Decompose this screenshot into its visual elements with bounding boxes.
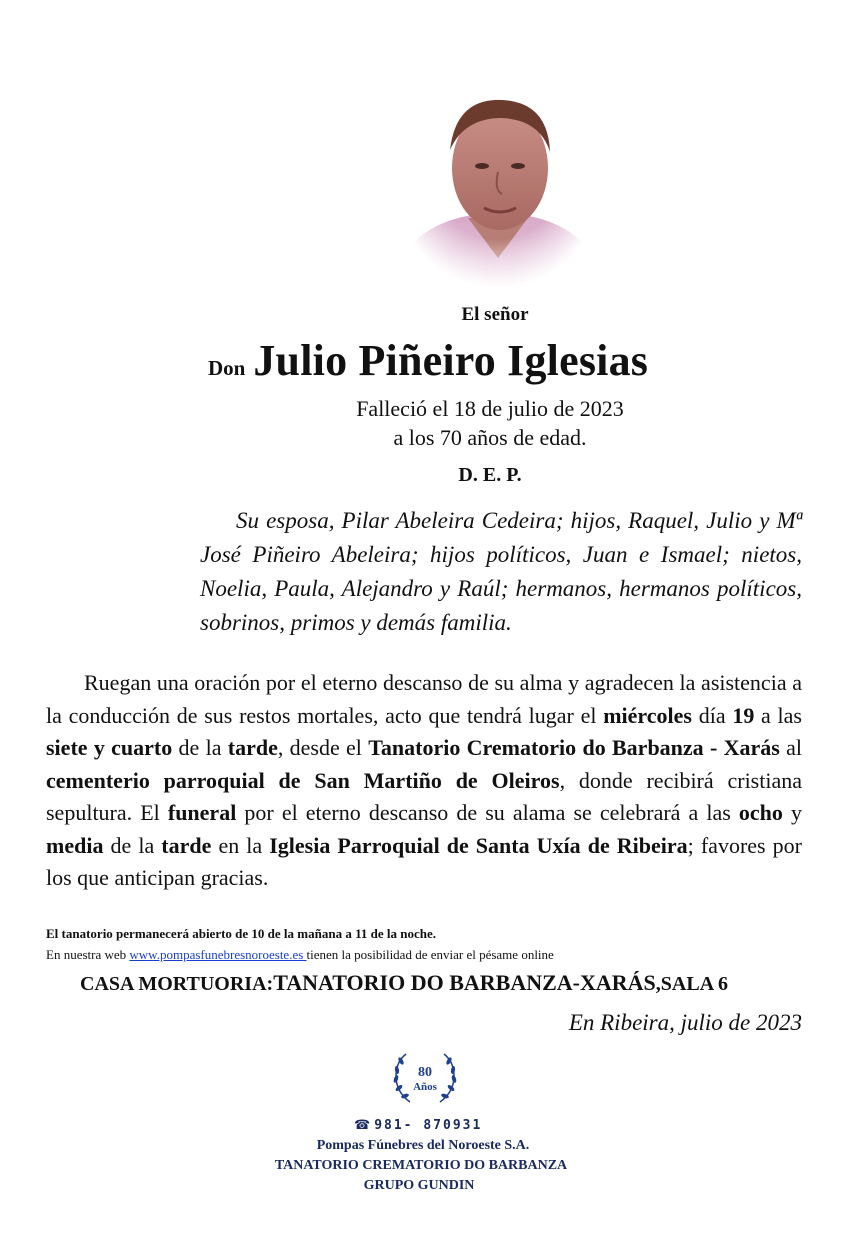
group-name: GRUPO GUNDIN	[363, 1178, 475, 1193]
part-of-day: tarde	[227, 735, 278, 760]
rip-abbreviation: D. E. P.	[458, 464, 522, 486]
logo-number: 80	[418, 1065, 432, 1080]
family-text: Su esposa, Pilar Abeleira Cedeira; hijos, Raquel, Julio y Mª José Piñeiro Abeleira; hijos políticos, Juan e Ismael; nietos, Noelia, Paula, Alejandro y Raúl; hermanos, hermanos políticos, sobrinos, primos y demás familia.	[200, 508, 802, 635]
opening-hours-note: El tanatorio permanecerá abierto de 10 de la mañana a 11 de la noche.	[46, 926, 436, 941]
day-number: 19	[732, 702, 755, 728]
website-link[interactable]: www.pompasfunebresnoroeste.es	[129, 947, 307, 962]
portrait-photo	[398, 68, 598, 288]
anniversary-logo	[388, 1048, 462, 1108]
funeral-half: media	[46, 832, 104, 858]
mortuary-house	[80, 970, 728, 996]
cemetery: cementerio parroquial de San Martiño de Oleiros	[46, 767, 560, 793]
deceased-name-line	[208, 335, 648, 386]
honorific: Don	[208, 356, 246, 380]
funeral-part-of-day: tarde	[161, 832, 212, 858]
mortuary-label: CASA MORTUORIA:	[80, 973, 274, 995]
telephone-icon: ☎	[354, 1118, 371, 1133]
age-at-death: a los 70 años de edad.	[393, 425, 587, 450]
place-and-date: En Ribeira, julio de 2023	[568, 1010, 802, 1035]
church: Iglesia Parroquial de Santa Uxía de Ribeira	[269, 832, 688, 858]
mortuary-room: ,SALA 6	[655, 973, 729, 995]
portrait-image	[398, 68, 598, 288]
mortuary-place: TANATORIO DO BARBANZA-XARÁS	[273, 970, 656, 995]
ceremony-time: siete y cuarto	[46, 735, 173, 760]
day-word: miércoles	[603, 702, 692, 728]
company-name: Pompas Fúnebres del Noroeste S.A.	[316, 1138, 530, 1153]
funeral-hour: ocho	[738, 800, 783, 825]
deceased-name: Julio Piñeiro Iglesias	[253, 336, 649, 385]
logo-years: Años	[413, 1081, 437, 1093]
laurel-wreath-icon	[388, 1048, 462, 1108]
ceremony-paragraph: Ruegan una oración por el eterno descanso de su alma y agradecen la asistencia a la conducción de sus restos mortales, acto que tendrá lugar el miércoles día 19 a las siete y cuarto de la tarde, desde el Tanatorio Crematorio do Barbanza - Xarás al cementerio parroquial de San Martiño de Oleiros, donde recibirá cristiana sepultura. El funeral por el eterno descanso de su alama se celebrará a las ocho y media de la tarde en la Iglesia Parroquial de Santa Uxía de Ribeira; favores por los que anticipan gracias.	[46, 670, 803, 890]
funeral-word: funeral	[167, 800, 237, 825]
salutation: El señor	[461, 304, 529, 325]
origin-place: Tanatorio Crematorio do Barbanza - Xarás	[368, 735, 780, 760]
web-condolence-note: En nuestra web www.pompasfunebresnoroeste.es tienen la posibilidad de enviar el pésame online	[46, 947, 554, 962]
family-paragraph	[200, 504, 802, 640]
phone-number: ☎ 981- 870931	[354, 1118, 483, 1133]
crematorium-name: TANATORIO CREMATORIO DO BARBANZA	[274, 1158, 568, 1173]
death-date: Falleció el 18 de julio de 2023	[356, 396, 624, 421]
